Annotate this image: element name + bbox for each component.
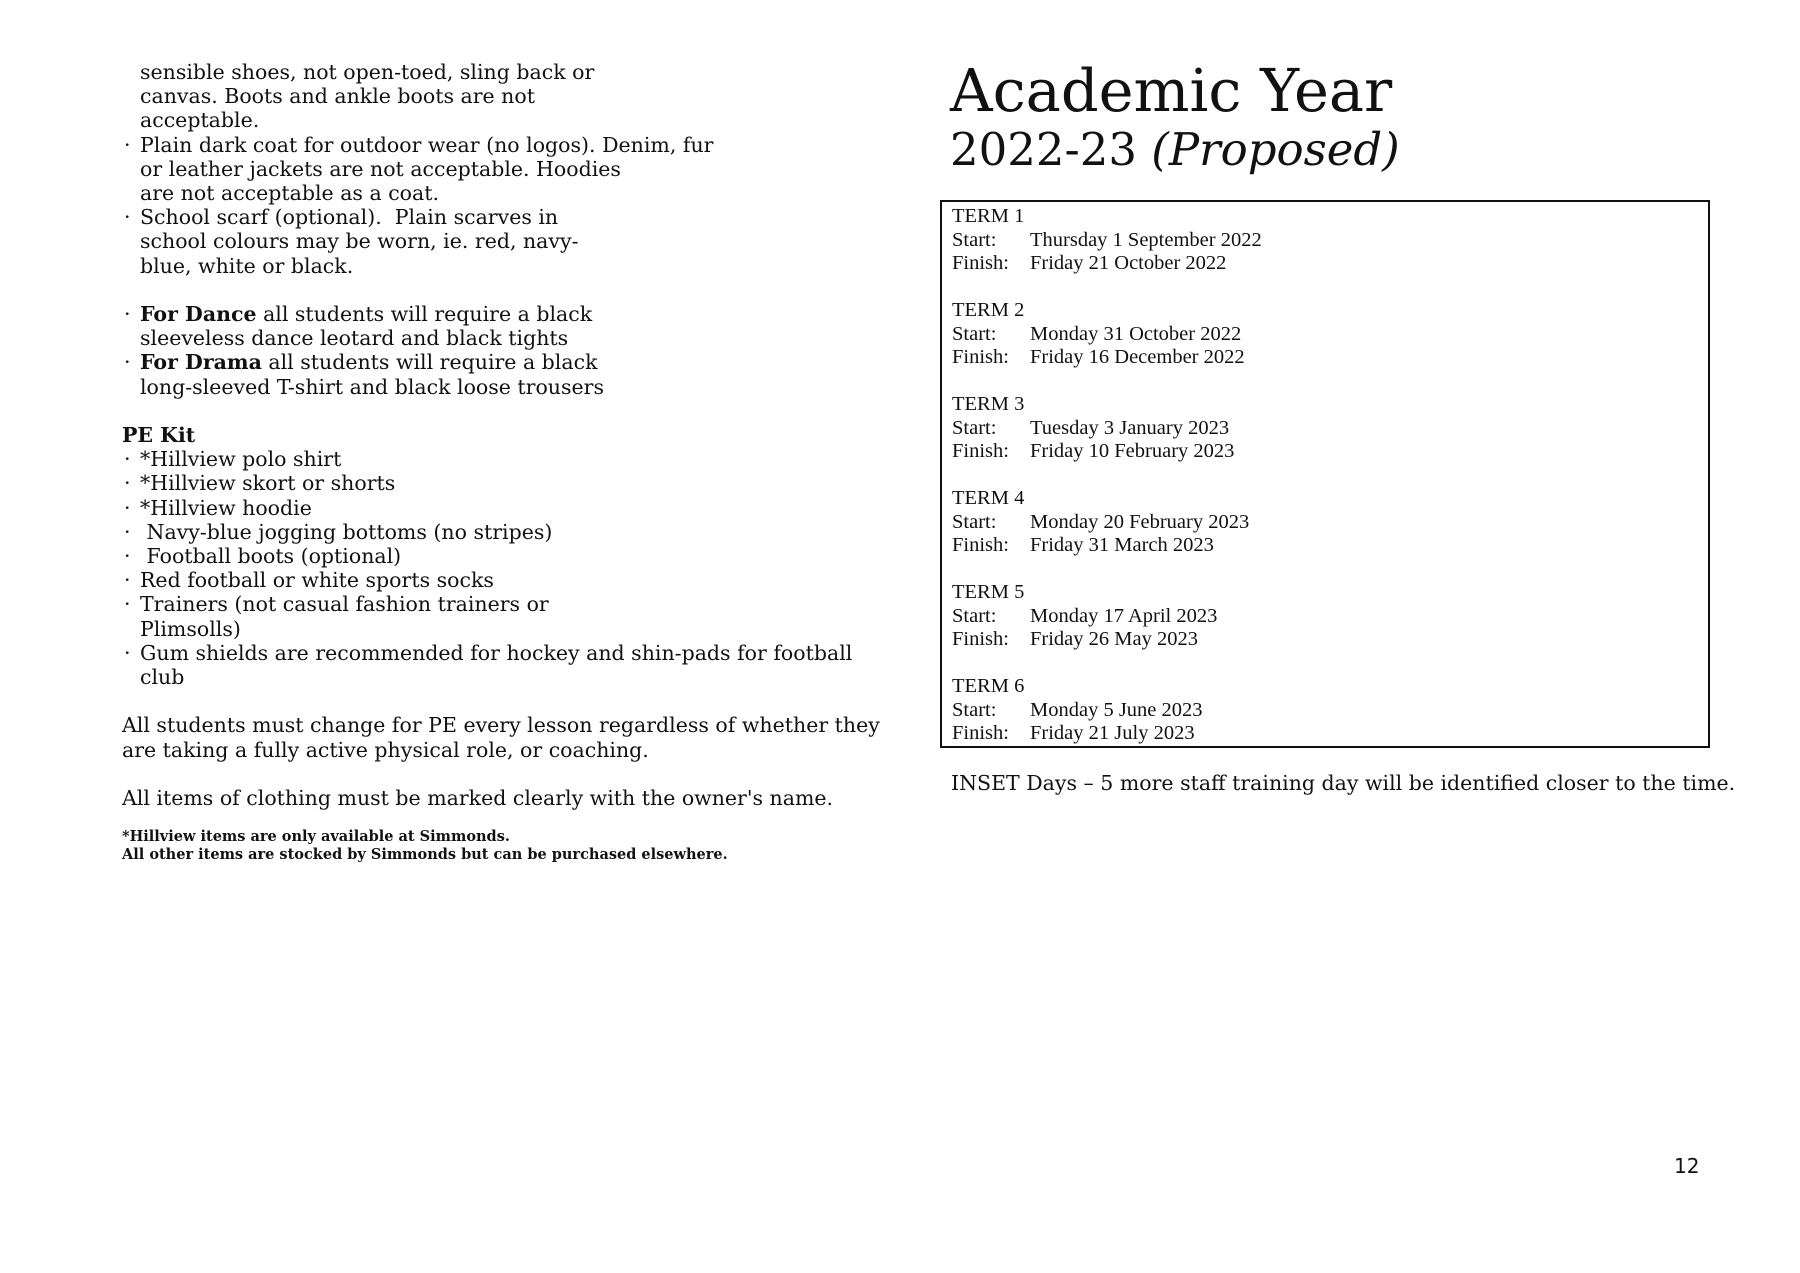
bullet-dot: · <box>124 132 131 157</box>
subtitle-year: 2022-23 <box>950 123 1152 176</box>
bullet-dot: · <box>124 495 131 520</box>
term-start-date: Monday 17 April 2023 <box>1030 604 1218 627</box>
term-start-row: Start: Tuesday 3 January 2023 <box>952 416 1230 439</box>
dance-text-line-2: sleeveless dance leotard and black tights <box>140 326 569 351</box>
footnote-line-1: *Hillview items are only available at Simmonds. <box>122 828 510 846</box>
bullet-dot: · <box>124 447 131 472</box>
bullet-dot: · <box>124 544 131 569</box>
bullet-dot: · <box>124 471 131 496</box>
pe-item: · *Hillview hoodie <box>124 495 312 520</box>
term-name: TERM 5 <box>952 581 1025 603</box>
term-block <box>952 581 1708 652</box>
term-finish-date: Friday 26 May 2023 <box>1030 628 1198 650</box>
change-paragraph-line-2: are taking a fully active physical role, or coaching. <box>122 737 649 762</box>
term-finish-row: Finish: Friday 21 October 2022 <box>952 252 1227 274</box>
term-finish-row: Finish: Friday 10 February 2023 <box>952 440 1235 462</box>
pe-item: · *Hillview polo shirt <box>124 447 342 472</box>
marked-paragraph: All items of clothing must be marked clearly with the owner's name. <box>122 786 834 811</box>
coat-text-line-2: or leather jackets are not acceptable. Hoodies <box>140 156 621 181</box>
term-name: TERM 4 <box>952 487 1025 509</box>
coat-item: · Plain dark coat for outdoor wear (no logos). Denim, fur <box>124 132 714 157</box>
term-start-row: Start: Monday 17 April 2023 <box>952 604 1218 627</box>
bullet-dot: · <box>124 640 131 665</box>
scarf-item: · School scarf (optional). Plain scarves in <box>124 205 559 230</box>
gum-shields-text-line-2: club <box>140 665 185 690</box>
page-title: Academic Year <box>950 56 1393 125</box>
term-block <box>952 675 1708 746</box>
term-dates-box <box>940 200 1710 748</box>
term-start-date: Monday 5 June 2023 <box>1030 698 1203 721</box>
shoes-text-line-2: canvas. Boots and ankle boots are not <box>140 84 535 109</box>
bullet-dot: · <box>124 205 131 230</box>
term-name: TERM 6 <box>952 675 1025 697</box>
pe-item: · *Hillview skort or shorts <box>124 471 396 496</box>
pe-kit-heading: PE Kit <box>122 423 196 448</box>
shoes-text-line-1: sensible shoes, not open-toed, sling back or <box>140 60 595 84</box>
dance-item: · For Dance all students will require a black <box>124 302 593 327</box>
footnote-line-2: All other items are stocked by Simmonds but can be purchased elsewhere. <box>122 846 728 864</box>
inset-days-note: INSET Days – 5 more staff training day will be identified closer to the time. <box>951 771 1736 795</box>
term-finish-row: Finish: Friday 26 May 2023 <box>952 628 1198 650</box>
change-paragraph-line-1: All students must change for PE every lesson regardless of whether they <box>122 713 880 738</box>
term-name: TERM 2 <box>952 299 1025 321</box>
term-finish-date: Friday 16 December 2022 <box>1030 346 1245 368</box>
term-finish-date: Friday 31 March 2023 <box>1030 534 1214 556</box>
trainers-item: · Trainers (not casual fashion trainers or <box>124 592 549 617</box>
term-block <box>952 299 1708 370</box>
page-number: 12 <box>1674 1154 1700 1178</box>
term-start-row: Start: Monday 31 October 2022 <box>952 322 1242 345</box>
term-start-date: Monday 20 February 2023 <box>1030 510 1250 533</box>
term-start-date: Thursday 1 September 2022 <box>1030 228 1262 251</box>
pe-item: · Navy-blue jogging bottoms (no stripes) <box>124 519 553 544</box>
term-name: TERM 3 <box>952 393 1025 415</box>
bullet-dot: · <box>124 302 131 327</box>
term-finish-date: Friday 21 July 2023 <box>1030 722 1195 744</box>
term-start-date: Tuesday 3 January 2023 <box>1030 416 1230 439</box>
bullet-dot: · <box>124 519 131 544</box>
term-finish-row: Finish: Friday 31 March 2023 <box>952 534 1214 556</box>
pe-item: · Football boots (optional) <box>124 544 402 569</box>
scarf-text-line-2: school colours may be worn, ie. red, navy- <box>140 229 579 254</box>
coat-text-line-3: are not acceptable as a coat. <box>140 181 439 206</box>
term-finish-date: Friday 21 October 2022 <box>1030 252 1227 274</box>
page-subtitle <box>950 124 1400 176</box>
bullet-dot: · <box>124 568 131 593</box>
drama-item: · For Drama all students will require a black <box>124 350 598 375</box>
subtitle-note: (Proposed) <box>1151 123 1400 176</box>
term-start-row: Start: Monday 5 June 2023 <box>952 698 1203 721</box>
uniform-list-column <box>122 60 880 864</box>
footnote <box>122 828 862 864</box>
term-start-date: Monday 31 October 2022 <box>1030 322 1242 345</box>
gum-shields-item: · Gum shields are recommended for hockey and shin-pads for football <box>124 640 853 665</box>
term-block <box>952 487 1708 558</box>
term-finish-row: Finish: Friday 21 July 2023 <box>952 722 1195 744</box>
shoes-text-line-3: acceptable. <box>140 108 260 133</box>
trainers-text-line-2: Plimsolls) <box>140 616 241 641</box>
term-block <box>952 205 1708 276</box>
scarf-text-line-3: blue, white or black. <box>140 253 354 278</box>
term-start-row: Start: Thursday 1 September 2022 <box>952 228 1262 251</box>
drama-text-line-2: long-sleeved T-shirt and black loose trousers <box>140 374 604 399</box>
bullet-dot: · <box>124 592 131 617</box>
term-name: TERM 1 <box>952 205 1025 227</box>
pe-item: · Red football or white sports socks <box>124 568 494 593</box>
bullet-dot: · <box>124 350 131 375</box>
term-finish-date: Friday 10 February 2023 <box>1030 440 1235 462</box>
term-start-row: Start: Monday 20 February 2023 <box>952 510 1250 533</box>
term-block <box>952 393 1708 464</box>
term-finish-row: Finish: Friday 16 December 2022 <box>952 346 1245 368</box>
